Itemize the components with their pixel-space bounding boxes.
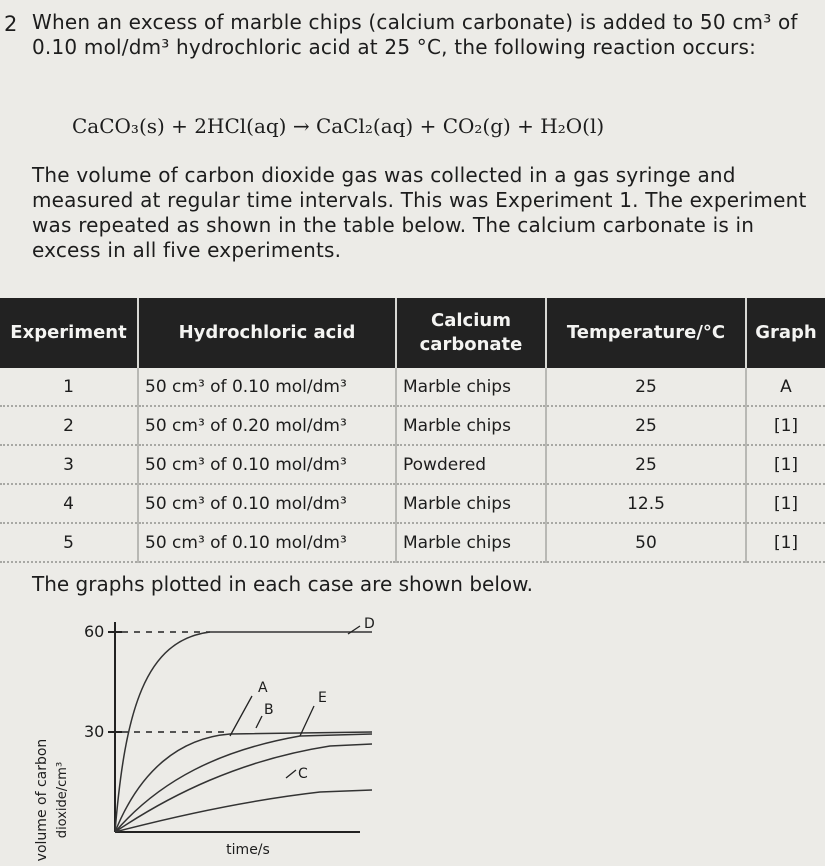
graph-xlabel: time/s xyxy=(226,842,270,858)
cell-carbonate: Marble chips xyxy=(396,523,546,562)
curve-label-e: E xyxy=(318,690,327,706)
header-calcium-carbonate: Calcium carbonate xyxy=(396,298,546,368)
curve-label-c: C xyxy=(298,766,308,782)
graph-ylabel-line1: volume of carbon xyxy=(34,738,50,862)
ytick-30-label: 30 xyxy=(84,722,105,741)
cell-temperature: 25 xyxy=(546,445,746,484)
cell-experiment: 5 xyxy=(0,523,138,562)
curve-label-a: A xyxy=(258,680,268,696)
table-row xyxy=(0,523,825,562)
table-header-row xyxy=(0,298,825,368)
question-number: 2 xyxy=(4,12,18,36)
cell-carbonate: Marble chips xyxy=(396,484,546,523)
curve-b xyxy=(115,744,372,832)
cell-temperature: 12.5 xyxy=(546,484,746,523)
cell-experiment: 1 xyxy=(0,368,138,406)
graph-ylabel-line2: dioxide/cm³ xyxy=(55,761,70,839)
pointer-c xyxy=(286,770,296,778)
cell-graph: A xyxy=(746,368,825,406)
cell-carbonate: Marble chips xyxy=(396,406,546,445)
curve-e xyxy=(115,734,372,832)
question-intro: When an excess of marble chips (calcium carbonate) is added to 50 cm³ of 0.10 mol/dm³ hydrochloric acid at 25 °C, the following reaction occurs: xyxy=(32,10,798,59)
cell-experiment: 4 xyxy=(0,484,138,523)
cell-carbonate: Marble chips xyxy=(396,368,546,406)
table-row xyxy=(0,368,825,406)
cell-acid: 50 cm³ of 0.10 mol/dm³ xyxy=(138,523,396,562)
header-experiment: Experiment xyxy=(0,298,138,368)
graphs-caption: The graphs plotted in each case are shown below. xyxy=(32,572,534,596)
table-row xyxy=(0,406,825,445)
experiments-table xyxy=(0,298,825,563)
curve-label-b: B xyxy=(264,702,274,718)
curve-a xyxy=(115,732,372,832)
cell-graph: [1] xyxy=(746,523,825,562)
cell-acid: 50 cm³ of 0.10 mol/dm³ xyxy=(138,368,396,406)
cell-experiment: 3 xyxy=(0,445,138,484)
cell-experiment: 2 xyxy=(0,406,138,445)
pointer-a xyxy=(230,696,252,736)
table-row xyxy=(0,484,825,523)
table-row xyxy=(0,445,825,484)
cell-temperature: 25 xyxy=(546,406,746,445)
cell-temperature: 50 xyxy=(546,523,746,562)
pointer-d xyxy=(348,626,360,634)
rate-graph xyxy=(0,600,460,866)
cell-acid: 50 cm³ of 0.10 mol/dm³ xyxy=(138,484,396,523)
header-graph: Graph xyxy=(746,298,825,368)
cell-acid: 50 cm³ of 0.10 mol/dm³ xyxy=(138,445,396,484)
ytick-60-label: 60 xyxy=(84,622,105,641)
cell-temperature: 25 xyxy=(546,368,746,406)
cell-graph: [1] xyxy=(746,484,825,523)
header-temperature: Temperature/°C xyxy=(546,298,746,368)
cell-graph: [1] xyxy=(746,406,825,445)
pointer-b xyxy=(256,716,262,728)
cell-graph: [1] xyxy=(746,445,825,484)
cell-acid: 50 cm³ of 0.20 mol/dm³ xyxy=(138,406,396,445)
header-hydrochloric-acid: Hydrochloric acid xyxy=(138,298,396,368)
curve-label-d: D xyxy=(364,616,375,632)
pointer-e xyxy=(300,706,314,736)
cell-carbonate: Powdered xyxy=(396,445,546,484)
experiment-description: The volume of carbon dioxide gas was collected in a gas syringe and measured at regular time intervals. This was Experiment 1. The experiment was repeated as shown in the table below. The calcium carbonate is in excess in all five experiments. xyxy=(32,163,807,262)
reaction-equation: CaCO₃(s) + 2HCl(aq) → CaCl₂(aq) + CO₂(g) + H₂O(l) xyxy=(72,114,605,138)
